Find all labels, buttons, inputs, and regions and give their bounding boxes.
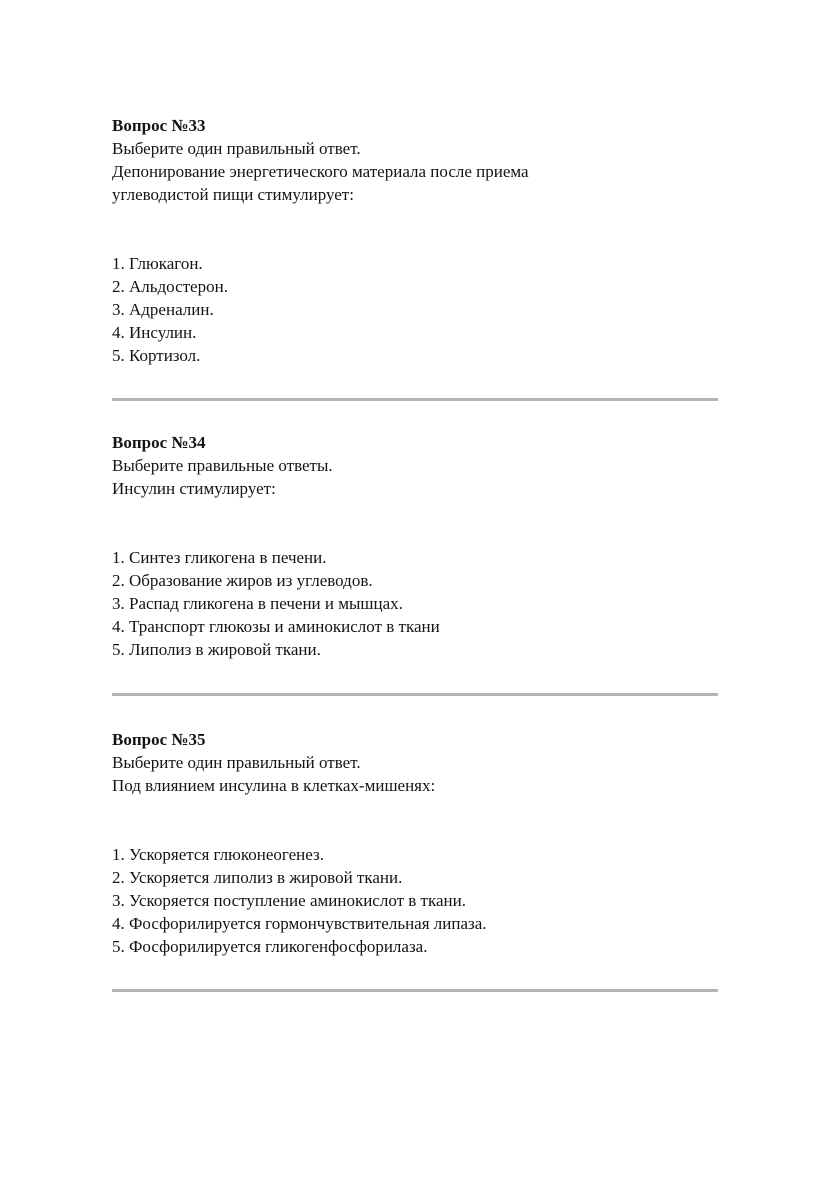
question-instruction: Выберите правильные ответы. [112,456,333,475]
question-text-line: Депонирование энергетического материала после приема [112,162,529,181]
question-instruction: Выберите один правильный ответ. [112,753,361,772]
question-title: Вопрос №33 [112,116,206,135]
answer-option: 1. Ускоряется глюконеогенез. [112,845,324,864]
answer-option: 2. Образование жиров из углеводов. [112,571,373,590]
question-34 [112,431,718,677]
answer-option: 3. Распад гликогена в печени и мышцах. [112,594,403,613]
answer-option: 5. Кортизол. [112,346,201,365]
answer-option: 3. Ускоряется поступление аминокислот в ткани. [112,891,466,910]
question-title: Вопрос №34 [112,433,206,452]
question-text-line: Инсулин стимулирует: [112,479,276,498]
answer-option: 3. Адреналин. [112,300,214,319]
answer-options [112,252,718,367]
question-text-line: Под влиянием инсулина в клетках-мишенях: [112,776,436,795]
answer-option: 4. Фосфорилируется гормончувствительная липаза. [112,914,487,933]
section-divider [112,693,718,696]
answer-options [112,843,718,958]
answer-option: 4. Инсулин. [112,323,197,342]
answer-option: 2. Ускоряется липолиз в жировой ткани. [112,868,403,887]
answer-option: 1. Глюкагон. [112,254,203,273]
question-title: Вопрос №35 [112,730,206,749]
section-divider [112,398,718,401]
answer-options [112,546,718,661]
question-33 [112,114,718,383]
question-instruction: Выберите один правильный ответ. [112,139,361,158]
answer-option: 5. Фосфорилируется гликогенфосфорилаза. [112,937,428,956]
section-divider [112,989,718,992]
answer-option: 5. Липолиз в жировой ткани. [112,640,321,659]
question-text-line: углеводистой пищи стимулирует: [112,185,354,204]
answer-option: 2. Альдостерон. [112,277,228,296]
answer-option: 1. Синтез гликогена в печени. [112,548,327,567]
answer-option: 4. Транспорт глюкозы и аминокислот в ткани [112,617,440,636]
question-35 [112,728,718,974]
